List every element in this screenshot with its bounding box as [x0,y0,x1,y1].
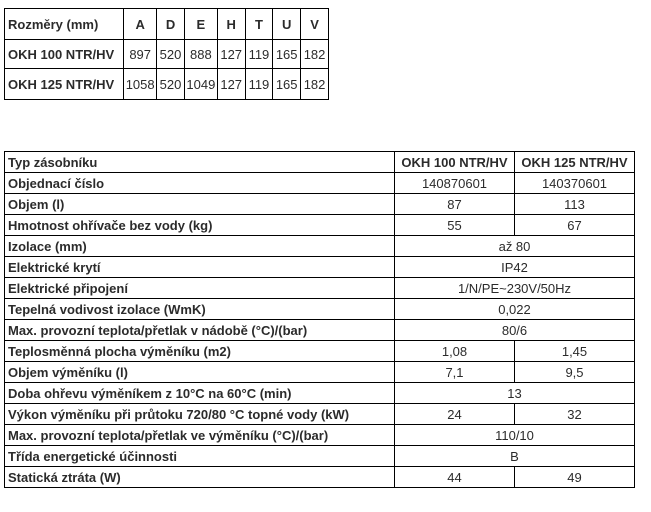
dimension-column-header: V [301,9,329,40]
specs-row [5,341,635,362]
spec-value-cell: 32 [515,404,635,425]
specs-row [5,404,635,425]
spec-label-cell: Výkon výměníku při průtoku 720/80 °C topné vody (kW) [5,404,395,425]
spec-value-cell: 1,45 [515,341,635,362]
dimensions-table [4,8,329,100]
dimension-column-header: H [217,9,245,40]
specs-row [5,383,635,404]
spec-label-cell: Tepelná vodivost izolace (WmK) [5,299,395,320]
specs-row [5,215,635,236]
dimensions-header-label: Rozměry (mm) [5,9,124,40]
spec-label-cell: Max. provozní teplota/přetlak v nádobě (°C)/(bar) [5,320,395,341]
specs-row [5,425,635,446]
spec-value-cell: 140370601 [515,173,635,194]
spec-value-cell: 24 [395,404,515,425]
dimension-value-cell: 165 [273,69,301,100]
spec-label-cell: Objednací číslo [5,173,395,194]
specs-row [5,194,635,215]
dimension-value-cell: 520 [157,40,185,69]
dimensions-table-body [5,9,329,100]
spec-value-cell: 44 [395,467,515,488]
dimension-column-header: A [124,9,157,40]
spec-shared-value-cell: 13 [395,383,635,404]
specs-type-header: Typ zásobníku [5,152,395,173]
spec-label-cell: Teplosměnná plocha výměníku (m2) [5,341,395,362]
spec-value-cell: 49 [515,467,635,488]
spec-shared-value-cell: 1/N/PE~230V/50Hz [395,278,635,299]
specs-row [5,446,635,467]
dimension-value-cell: 520 [157,69,185,100]
dimension-column-header: E [184,9,217,40]
dimension-value-cell: 1058 [124,69,157,100]
spec-shared-value-cell: IP42 [395,257,635,278]
spec-shared-value-cell: 110/10 [395,425,635,446]
spec-label-cell: Statická ztráta (W) [5,467,395,488]
spec-label-cell: Objem (l) [5,194,395,215]
specs-header-row [5,152,635,173]
spec-value-cell: 113 [515,194,635,215]
dimension-value-cell: 127 [217,40,245,69]
spec-label-cell: Hmotnost ohřívače bez vody (kg) [5,215,395,236]
specs-table [4,151,635,488]
spec-shared-value-cell: 80/6 [395,320,635,341]
spec-shared-value-cell: B [395,446,635,467]
specs-row [5,299,635,320]
specs-row [5,278,635,299]
specs-model-header: OKH 100 NTR/HV [395,152,515,173]
spec-label-cell: Doba ohřevu výměníkem z 10°C na 60°C (min) [5,383,395,404]
dimensions-header-row [5,9,329,40]
dimension-value-cell: 182 [301,40,329,69]
dimension-value-cell: 119 [245,69,273,100]
spec-value-cell: 87 [395,194,515,215]
spec-value-cell: 9,5 [515,362,635,383]
spec-label-cell: Max. provozní teplota/přetlak ve výměníku (°C)/(bar) [5,425,395,446]
dimension-column-header: U [273,9,301,40]
specs-row [5,257,635,278]
spec-label-cell: Třída energetické účinnosti [5,446,395,467]
specs-row [5,236,635,257]
specs-table-body [5,152,635,488]
dimension-value-cell: 165 [273,40,301,69]
specs-row [5,173,635,194]
model-name-cell: OKH 100 NTR/HV [5,40,124,69]
spec-shared-value-cell: až 80 [395,236,635,257]
spec-label-cell: Izolace (mm) [5,236,395,257]
specs-row [5,362,635,383]
dimensions-row [5,69,329,100]
spec-label-cell: Elektrické krytí [5,257,395,278]
dimensions-row [5,40,329,69]
dimension-value-cell: 897 [124,40,157,69]
spec-label-cell: Elektrické připojení [5,278,395,299]
dimension-column-header: T [245,9,273,40]
spec-shared-value-cell: 0,022 [395,299,635,320]
specs-row [5,467,635,488]
spec-value-cell: 7,1 [395,362,515,383]
dimension-value-cell: 182 [301,69,329,100]
model-name-cell: OKH 125 NTR/HV [5,69,124,100]
specs-model-header: OKH 125 NTR/HV [515,152,635,173]
specs-row [5,320,635,341]
spec-label-cell: Objem výměníku (l) [5,362,395,383]
dimension-value-cell: 127 [217,69,245,100]
spec-value-cell: 140870601 [395,173,515,194]
spec-value-cell: 67 [515,215,635,236]
spec-value-cell: 1,08 [395,341,515,362]
dimension-value-cell: 888 [184,40,217,69]
spec-value-cell: 55 [395,215,515,236]
dimension-value-cell: 119 [245,40,273,69]
dimension-value-cell: 1049 [184,69,217,100]
dimension-column-header: D [157,9,185,40]
